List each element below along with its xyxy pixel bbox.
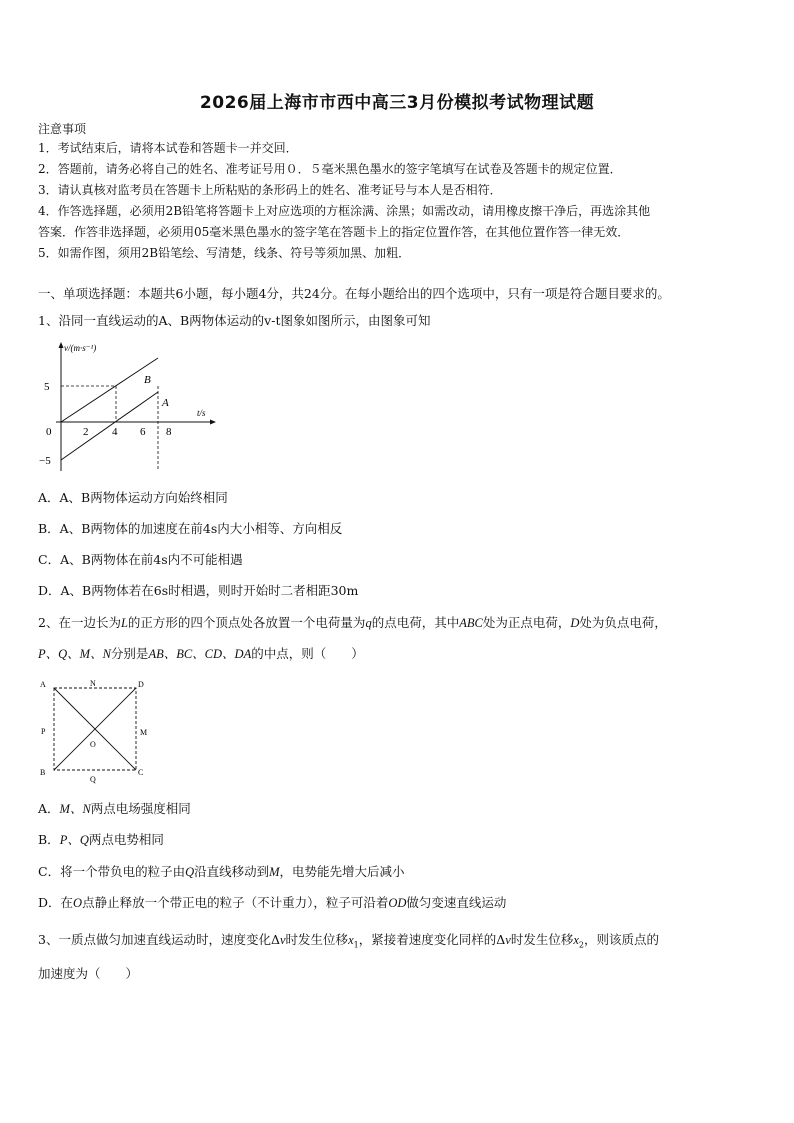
question-3-stem-line2: 加速度为（ ） — [38, 966, 139, 981]
center-label-o: O — [90, 740, 96, 749]
question-1-option-a: A．A、B两物体运动方向始终相同 — [38, 490, 228, 505]
x-axis-label: t/s — [197, 408, 206, 418]
question-1-option-c: C．A、B两物体在前4s内不可能相遇 — [38, 552, 243, 567]
question-2-option-c: C．将一个带负电的粒子由Q沿直线移动到M，电势能先增大后减小 — [38, 864, 405, 879]
line-a-label: A — [162, 397, 169, 409]
question-1-option-d: D．A、B两物体若在6s时相遇，则时开始时二者相距30m — [38, 583, 359, 598]
notice-item: 3．请认真核对监考员在答题卡上所粘贴的条形码上的姓名、准考证号与本人是否相符． — [38, 183, 502, 197]
notice-item: 2．答题前，请务必将自己的姓名、准考证号用０．５毫米黑色墨水的签字笔填写在试卷及答题卡的规定位置． — [38, 162, 622, 176]
x-tick-label: 6 — [140, 426, 146, 438]
question-3-stem-line1: 3、一质点做匀加速直线运动时，速度变化Δv时发生位移$x_1$，紧接着速度变化同样的Δv时发生位移$x_2$，则该质点的 — [38, 932, 659, 950]
line-b-label: B — [144, 374, 151, 386]
y-tick-label: −5 — [39, 455, 51, 467]
question-2-stem-line2: P、Q、M、N分别是AB、BC、CD、DA的中点，则（ ） — [38, 646, 364, 661]
notice-item: 5．如需作图，须用2B铅笔绘、写清楚，线条、符号等须加黑、加粗． — [38, 246, 411, 260]
question-2-option-d: D．在O点静止释放一个带正电的粒子（不计重力），粒子可沿着OD做匀变速直线运动 — [38, 895, 507, 910]
vertex-label-b: B — [40, 768, 46, 777]
y-tick-label: 0 — [46, 426, 52, 438]
question-2-option-a: A．M、N两点电场强度相同 — [38, 801, 191, 816]
x-tick-label: 2 — [83, 426, 89, 438]
notice-item: 答案．作答非选择题，必须用05毫米黑色墨水的签字笔在答题卡上的指定位置作答，在其他位置作答一律无效． — [38, 225, 630, 239]
vertex-label-d: D — [138, 680, 144, 689]
y-axis-label: v/(m·s⁻¹) — [64, 343, 97, 353]
notice-item: 1．考试结束后，请将本试卷和答题卡一并交回． — [38, 141, 298, 155]
question-1-stem: 1、沿同一直线运动的A、B两物体运动的v-t图象如图所示，由图象可知 — [38, 313, 431, 328]
y-tick-label: 5 — [44, 381, 50, 393]
question-2-option-b: B．P、Q两点电势相同 — [38, 832, 164, 847]
x-tick-label: 4 — [112, 426, 118, 438]
page-title: 2026届上海市市西中高三3月份模拟考试物理试题 — [199, 93, 595, 113]
midpoint-label-m: M — [140, 728, 148, 737]
vertex-label-c: C — [138, 768, 144, 777]
x-tick-label: 8 — [166, 426, 172, 438]
midpoint-label-p: P — [41, 727, 46, 736]
question-2-stem-line1: 2、在一边长为L的正方形的四个顶点处各放置一个电荷量为q的点电荷，其中ABC处为正点电荷，D处为负点电荷， — [38, 615, 667, 630]
midpoint-label-n: N — [90, 679, 96, 688]
square-charge-figure — [36, 674, 156, 786]
line-b — [61, 358, 158, 422]
vt-graph — [34, 336, 224, 476]
notice-item: 4．作答选择题，必须用2B铅笔将答题卡上对应选项的方框涂满、涂黑；如需改动，请用橡皮擦干净后，再选涂其他 — [38, 204, 651, 218]
vertex-label-a: A — [40, 680, 46, 689]
question-1-option-b: B．A、B两物体的加速度在前4s内大小相等、方向相反 — [38, 521, 343, 536]
section-heading: 一、单项选择题：本题共6小题，每小题4分，共24分。在每小题给出的四个选项中，只有一项是符合题目要求的。 — [38, 286, 670, 301]
notice-heading: 注意事项 — [38, 122, 87, 136]
midpoint-label-q: Q — [90, 775, 96, 784]
